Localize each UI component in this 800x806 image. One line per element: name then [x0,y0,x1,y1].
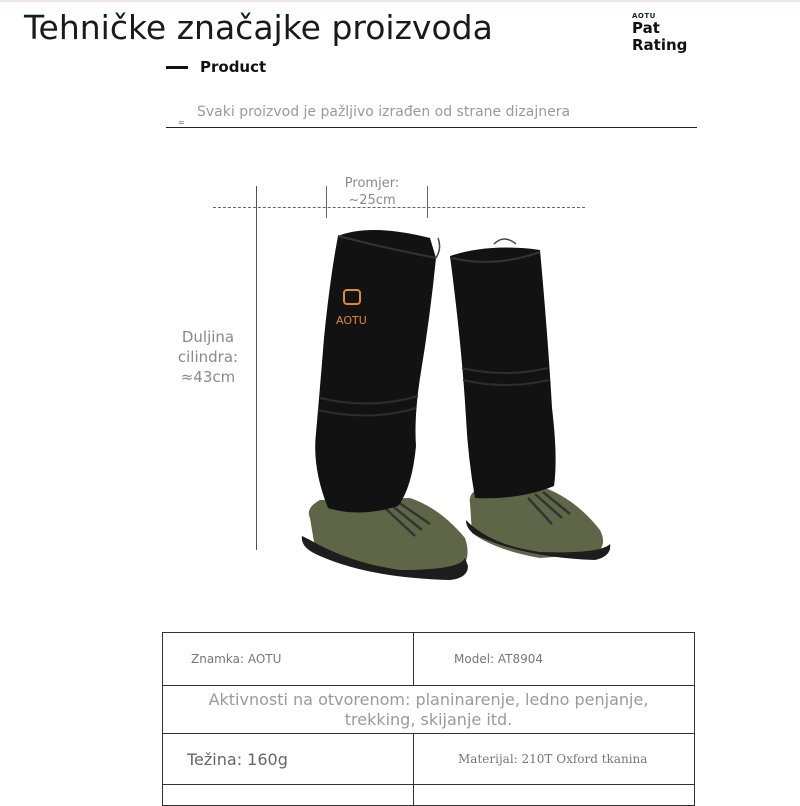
length-label-line-3: ≈43cm [180,368,236,386]
table-row [163,734,695,785]
product-label: Product [200,58,267,76]
spec-model: Model: AT8904 [414,633,695,686]
length-label [170,327,246,387]
table-row [163,785,695,806]
spec-brand: Znamka: AOTU [163,633,414,686]
table-row [163,686,695,734]
spec-activities-line-2: trekking, skijanje itd. [344,709,513,729]
diameter-tick-left [326,186,327,218]
spec-activities [163,686,695,734]
length-label-line-2: cilindra: [177,348,239,366]
product-dash-icon [166,66,188,69]
left-boot [302,498,468,580]
subtitle-mark: = [178,118,185,127]
diameter-label-line-2: ~25cm [348,193,396,208]
length-label-line-1: Duljina [181,328,235,346]
spec-empty-left [163,785,414,806]
length-guide-line [256,186,257,550]
left-gaiter [315,230,439,513]
spec-activities-line-1: Aktivnosti na otvorenom: planinarenje, ledno penjanje, [208,689,649,709]
top-accent-line [0,0,800,2]
brand-line-1: Pat [632,19,660,37]
page-title: Tehničke značajke proizvoda [24,8,493,47]
spec-empty-right [414,785,695,806]
spec-table [162,632,695,806]
spec-weight: Težina: 160g [163,734,414,785]
brand-line-2: Rating [632,36,688,54]
diameter-label-line-1: Promjer: [344,176,400,191]
right-gaiter [450,239,556,498]
product-subtitle: Svaki proizvod je pažljivo izrađen od strane dizajnera [197,104,571,120]
table-row [163,633,695,686]
diameter-label [332,175,412,209]
gaiters-product-image [290,218,630,598]
brand-small-text: AOTU [632,12,656,20]
left-gaiter-logo-text: AOTU [336,314,367,327]
brand-logo [632,12,696,54]
spec-material: Materijal: 210T Oxford tkanina [414,734,695,785]
product-heading [166,58,266,76]
diameter-tick-right [427,186,428,218]
subtitle-divider [166,127,697,128]
